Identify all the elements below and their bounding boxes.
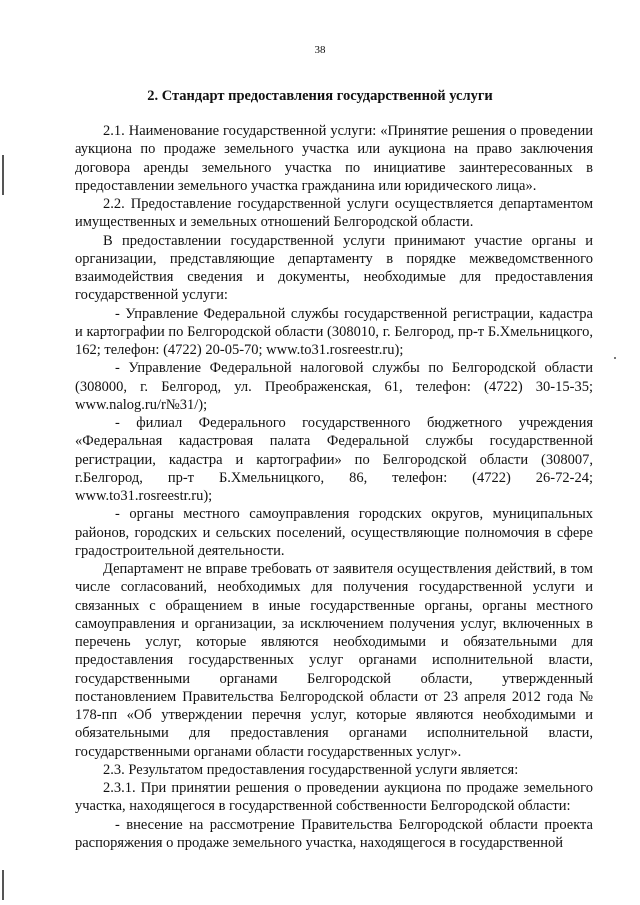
page-number: 38 <box>314 44 326 56</box>
paragraph-2-2: 2.2. Предоставление государственной услуги осуществляется департаментом имущественных и земельных отношений Белгородской области. <box>75 196 593 231</box>
paragraph-2-3: 2.3. Результатом предоставления государственной услуги является: <box>103 761 519 778</box>
list-item-rosreestr: - Управление Федеральной службы государственной регистрации, кадастра и картографии по Белгородской области (308010, г. Белгород, пр-т Б.Хмельницкого, 162; телефон: (4722) 20-05-70; www.to31.rosreestr.ru); <box>75 305 593 358</box>
paragraph-2-1: 2.1. Наименование государственной услуги: «Принятие решения о проведении аукциона по продаже земельного участка или аукциона на право заключения договора аренды земельного участка по инициативе заинтересованных в предоставлении земельного участка гражданина или юридического лица». <box>75 123 593 194</box>
paragraph-2-3-1: 2.3.1. При принятии решения о проведении аукциона по продаже земельного участка, находящегося в государственной собственности Белгородской области: <box>75 780 593 815</box>
paragraph-department-restrictions: Департамент не вправе требовать от заявителя осуществления действий, в том числе согласований, необходимых для получения государственной услуги и связанных с обращением в иные государственные органы, органы местного самоуправления и организации, за исключением получения услуг, включенных в перечень услуг, которые являются необходимыми и обязательными для предоставления государственных услуг органами исполнительной власти, государственными органами Белгородской области, утвержденный постановлением Правительства Белгородской области от 23 апреля 2012 года № 178-пп «Об утверждении перечня услуг, которые являются необходимыми и обязательными для предоставления органами исполнительной власти, государственными органами области государственных услуг». <box>75 561 593 760</box>
list-item-tax-service: - Управление Федеральной налоговой службы по Белгородской области (308000, г. Белгород, ул. Преображенская, 61, телефон: (4722) 30-15-35; www.nalog.ru/r№31/); <box>75 360 593 413</box>
list-item-draft-order: - внесение на рассмотрение Правительства Белгородской области проекта распоряжения о продаже земельного участка, находящегося в государственной <box>75 816 593 851</box>
list-item-cadastral-chamber: - филиал Федерального государственного бюджетного учреждения «Федеральная кадастровая палата Федеральной службы государственной регистрации, кадастра и картографии» по Белгородской области (308007, г.Белгород, пр-т Б.Хмельницкого, 86, телефон: (4722) 26-72-24; www.to31.rosreestr.ru); <box>75 415 593 504</box>
document-body <box>75 122 593 852</box>
list-item-local-government: - органы местного самоуправления городских округов, муниципальных районов, городских и сельских поселений, осуществляющие полномочия в сфере градостроительной деятельности. <box>75 506 593 559</box>
scan-margin-mark <box>2 870 4 900</box>
paragraph-participants: В предоставлении государственной услуги принимают участие органы и организации, представляющие департаменту в порядке межведомственного взаимодействия сведения и документы, необходимые для предоставления государственной услуги: <box>75 232 593 304</box>
scan-margin-mark <box>2 155 4 195</box>
section-title: 2. Стандарт предоставления государственной услуги <box>147 88 493 104</box>
scan-speck <box>614 357 616 359</box>
